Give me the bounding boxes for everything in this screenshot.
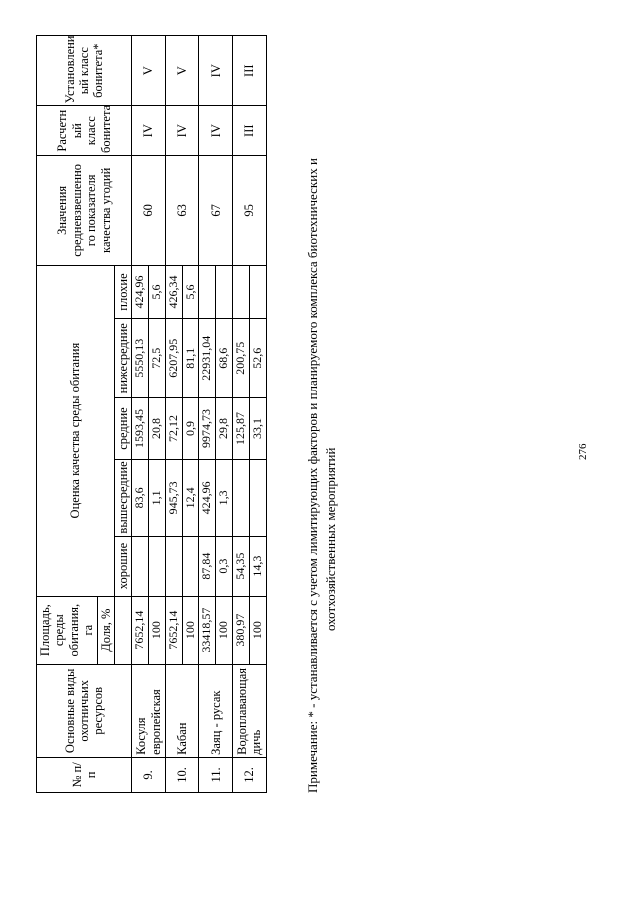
cell bbox=[233, 460, 250, 537]
footnote-line-2: охотхозяйственных мероприятий bbox=[322, 447, 338, 631]
row-species: Заяц - русак bbox=[199, 664, 233, 757]
cell bbox=[233, 265, 250, 319]
row-num: 10. bbox=[165, 757, 199, 792]
row-set-class: IV bbox=[199, 36, 233, 106]
header-species: Основные виды охотничьих ресурсов bbox=[37, 664, 132, 757]
row-num: 9. bbox=[132, 757, 166, 792]
table-row bbox=[199, 36, 216, 793]
cell: 1,3 bbox=[216, 460, 233, 537]
cell bbox=[216, 265, 233, 319]
cell: 424,96 bbox=[199, 460, 216, 537]
cell: 200,75 bbox=[233, 319, 250, 398]
table-row bbox=[165, 36, 182, 793]
cell: 1593,45 bbox=[132, 398, 149, 460]
header-share: Доля, % bbox=[97, 596, 114, 664]
cell: 68,6 bbox=[216, 319, 233, 398]
page-number: 276 bbox=[577, 443, 589, 460]
row-area: 7652,14 bbox=[165, 596, 182, 664]
row-calc-class: III bbox=[233, 106, 267, 156]
cell: 72,5 bbox=[149, 319, 166, 398]
row-calc-class: IV bbox=[132, 106, 166, 156]
header-calc-class: Расчетн ый класс бонитета bbox=[37, 106, 132, 156]
row-species: Косуля европейская bbox=[132, 664, 166, 757]
row-share: 100 bbox=[149, 596, 166, 664]
cell: 6207,95 bbox=[165, 319, 182, 398]
cell: 20,8 bbox=[149, 398, 166, 460]
row-calc-class: IV bbox=[165, 106, 199, 156]
cell bbox=[132, 536, 149, 596]
header-quality-above: вышесредние bbox=[114, 460, 131, 537]
cell bbox=[199, 265, 216, 319]
cell: 125,87 bbox=[233, 398, 250, 460]
header-row-1 bbox=[37, 36, 98, 793]
row-share: 100 bbox=[216, 596, 233, 664]
cell bbox=[249, 460, 266, 537]
header-set-class: Установлени ый класс бонитета* bbox=[37, 36, 132, 106]
table-row bbox=[233, 36, 250, 793]
row-mean: 95 bbox=[233, 156, 267, 266]
cell: 0,3 bbox=[216, 536, 233, 596]
cell bbox=[249, 265, 266, 319]
cell: 5550,13 bbox=[132, 319, 149, 398]
cell: 54,35 bbox=[233, 536, 250, 596]
cell: 9974,73 bbox=[199, 398, 216, 460]
header-quality-mid: средние bbox=[114, 398, 131, 460]
row-set-class: V bbox=[165, 36, 199, 106]
header-mean: Значения средневзвешенно го показателя качества угодий bbox=[37, 156, 132, 266]
row-set-class: III bbox=[233, 36, 267, 106]
cell: 81,1 bbox=[182, 319, 199, 398]
header-quality-good: хорошие bbox=[114, 536, 131, 596]
bonitet-table bbox=[36, 35, 267, 793]
row-calc-class: IV bbox=[199, 106, 233, 156]
cell: 83,6 bbox=[132, 460, 149, 537]
row-num: 12. bbox=[233, 757, 267, 792]
row-num: 11. bbox=[199, 757, 233, 792]
footnote-line-1: Примечание: * - устанавливается с учетом лимитирующих факторов и планируемого комплекса биотехнических и bbox=[305, 158, 320, 793]
cell: 14,3 bbox=[249, 536, 266, 596]
cell: 5,6 bbox=[149, 265, 166, 319]
header-quality: Оценка качества среды обитания bbox=[37, 265, 115, 596]
cell: 12,4 bbox=[182, 460, 199, 537]
cell bbox=[165, 536, 182, 596]
footnote bbox=[304, 33, 339, 793]
cell bbox=[149, 536, 166, 596]
cell: 22931,04 bbox=[199, 319, 216, 398]
header-area: Площадь, среды обитания, га bbox=[37, 596, 98, 664]
row-mean: 63 bbox=[165, 156, 199, 266]
row-area: 7652,14 bbox=[132, 596, 149, 664]
cell: 72,12 bbox=[165, 398, 182, 460]
cell: 945,73 bbox=[165, 460, 182, 537]
row-set-class: V bbox=[132, 36, 166, 106]
table-row bbox=[132, 36, 149, 793]
cell: 424,96 bbox=[132, 265, 149, 319]
cell: 426,34 bbox=[165, 265, 182, 319]
cell: 1,1 bbox=[149, 460, 166, 537]
row-species: Водоплавающая дичь bbox=[233, 664, 267, 757]
cell: 52,6 bbox=[249, 319, 266, 398]
header-num: № п/п bbox=[37, 757, 132, 792]
header-quality-bad: плохие bbox=[114, 265, 131, 319]
row-share: 100 bbox=[249, 596, 266, 664]
header-blank bbox=[114, 596, 131, 664]
cell: 33,1 bbox=[249, 398, 266, 460]
row-area: 380,97 bbox=[233, 596, 250, 664]
cell: 29,8 bbox=[216, 398, 233, 460]
cell bbox=[182, 536, 199, 596]
row-mean: 60 bbox=[132, 156, 166, 266]
header-quality-below: нижесредние bbox=[114, 319, 131, 398]
cell: 0,9 bbox=[182, 398, 199, 460]
row-area: 33418,57 bbox=[199, 596, 216, 664]
row-share: 100 bbox=[182, 596, 199, 664]
row-species: Кабан bbox=[165, 664, 199, 757]
cell: 5,6 bbox=[182, 265, 199, 319]
row-mean: 67 bbox=[199, 156, 233, 266]
cell: 87,84 bbox=[199, 536, 216, 596]
